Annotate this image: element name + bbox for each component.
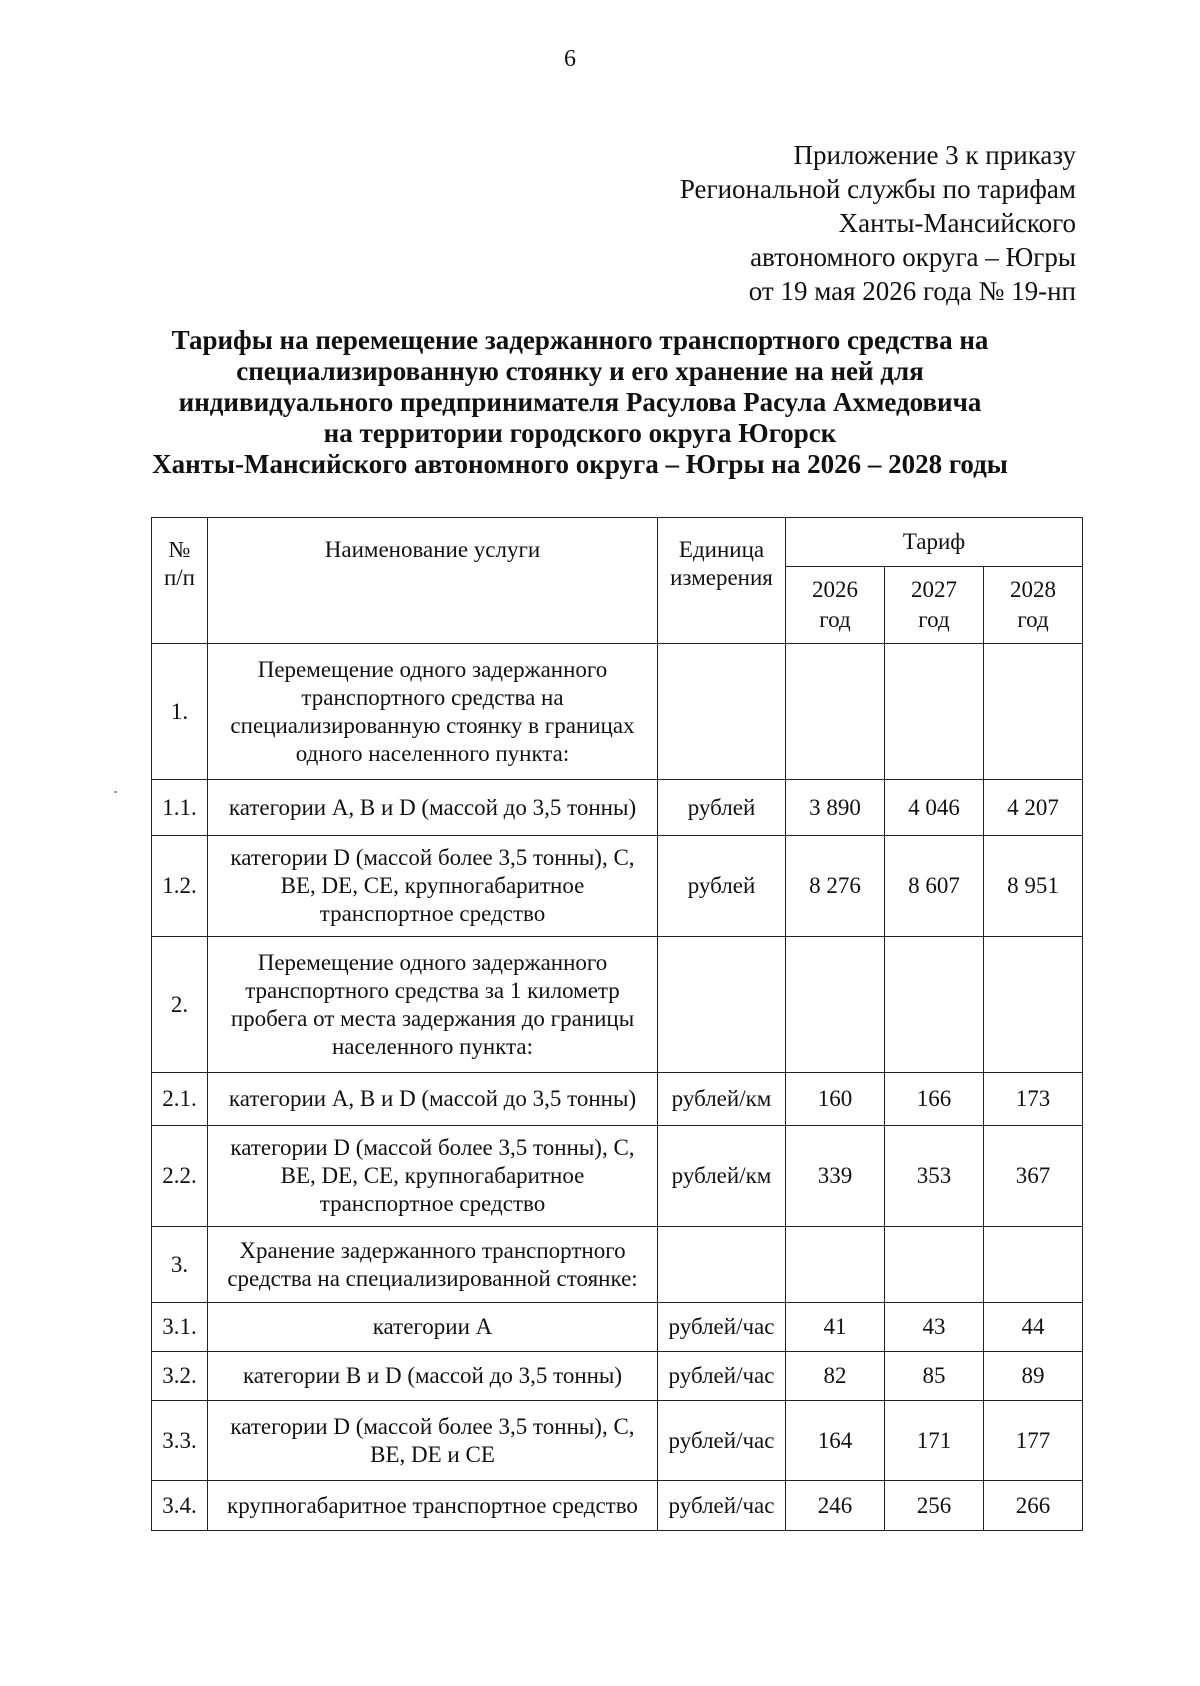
header-year-2026 bbox=[786, 567, 885, 644]
row-service-name: категории D (массой более 3,5 тонны), C, BE, DE, CE, крупногабаритное транспортное средство bbox=[208, 1126, 658, 1227]
row-number: 2. bbox=[152, 937, 208, 1073]
row-unit: рублей bbox=[658, 836, 786, 937]
tariff-table bbox=[151, 517, 1083, 1531]
row-tariff-2026: 164 bbox=[786, 1401, 885, 1481]
row-number: 3.3. bbox=[152, 1401, 208, 1481]
row-tariff-2028: 44 bbox=[984, 1303, 1083, 1352]
row-unit: рублей/км bbox=[658, 1073, 786, 1126]
row-tariff-2027: 256 bbox=[885, 1481, 984, 1531]
row-unit: рублей/час bbox=[658, 1481, 786, 1531]
header-num bbox=[152, 518, 208, 644]
row-tariff-2027: 85 bbox=[885, 1352, 984, 1401]
header-year-value: 2027 bbox=[911, 577, 957, 602]
appendix-block bbox=[680, 138, 1076, 308]
row-tariff-2027: 4 046 bbox=[885, 780, 984, 836]
title-line: индивидуального предпринимателя Расулова Расула Ахмедовича bbox=[178, 387, 982, 417]
title-line: Тарифы на перемещение задержанного транспортного средства на bbox=[171, 325, 989, 355]
row-tariff-2028: 173 bbox=[984, 1073, 1083, 1126]
row-number: 2.1. bbox=[152, 1073, 208, 1126]
header-year-label: год bbox=[819, 607, 851, 632]
row-number: 1. bbox=[152, 644, 208, 780]
row-service-name: Перемещение одного задержанного транспортного средства за 1 километр пробега от места задержания до границы населенного пункта: bbox=[208, 937, 658, 1073]
row-unit: рублей bbox=[658, 780, 786, 836]
header-unit bbox=[658, 518, 786, 644]
page-number: 6 bbox=[564, 46, 576, 72]
appendix-line: Ханты-Мансийского bbox=[838, 208, 1076, 238]
row-number: 1.1. bbox=[152, 780, 208, 836]
header-num-line: № bbox=[168, 537, 191, 562]
table-row bbox=[152, 1126, 1083, 1227]
header-year-label: год bbox=[918, 607, 950, 632]
title-line: на территории городского округа Югорск bbox=[323, 418, 837, 448]
appendix-line: от 19 мая 2026 года № 19-нп bbox=[748, 276, 1076, 306]
row-tariff-2026 bbox=[786, 1227, 885, 1303]
row-tariff-2026: 3 890 bbox=[786, 780, 885, 836]
header-year-label: год bbox=[1017, 607, 1049, 632]
table-row bbox=[152, 1227, 1083, 1303]
row-tariff-2027: 8 607 bbox=[885, 836, 984, 937]
table-row bbox=[152, 1352, 1083, 1401]
row-unit bbox=[658, 1227, 786, 1303]
row-unit: рублей/км bbox=[658, 1126, 786, 1227]
row-tariff-2027: 171 bbox=[885, 1401, 984, 1481]
margin-mark bbox=[114, 791, 117, 793]
row-tariff-2027 bbox=[885, 644, 984, 780]
header-year-2027 bbox=[885, 567, 984, 644]
title-line: специализированную стоянку и его хранение на ней для bbox=[236, 356, 924, 386]
row-tariff-2027 bbox=[885, 937, 984, 1073]
row-service-name: категории B и D (массой до 3,5 тонны) bbox=[208, 1352, 658, 1401]
header-unit-line: измерения bbox=[670, 565, 773, 590]
table-row bbox=[152, 1401, 1083, 1481]
row-tariff-2026: 246 bbox=[786, 1481, 885, 1531]
row-tariff-2028: 8 951 bbox=[984, 836, 1083, 937]
table-row bbox=[152, 1303, 1083, 1352]
row-number: 1.2. bbox=[152, 836, 208, 937]
document-title bbox=[110, 325, 1050, 480]
row-service-name: крупногабаритное транспортное средство bbox=[208, 1481, 658, 1531]
header-year-2028 bbox=[984, 567, 1083, 644]
row-tariff-2026: 339 bbox=[786, 1126, 885, 1227]
row-service-name: категории A, B и D (массой до 3,5 тонны) bbox=[208, 780, 658, 836]
row-tariff-2026 bbox=[786, 937, 885, 1073]
header-tariff: Тариф bbox=[786, 518, 1083, 567]
row-tariff-2028 bbox=[984, 644, 1083, 780]
row-service-name: Перемещение одного задержанного транспортного средства на специализированную стоянку в границах одного населенного пункта: bbox=[208, 644, 658, 780]
row-number: 3.1. bbox=[152, 1303, 208, 1352]
table-row bbox=[152, 836, 1083, 937]
row-tariff-2027: 166 bbox=[885, 1073, 984, 1126]
row-tariff-2026: 160 bbox=[786, 1073, 885, 1126]
row-tariff-2028: 266 bbox=[984, 1481, 1083, 1531]
header-year-value: 2028 bbox=[1010, 577, 1057, 602]
title-line: Ханты-Мансийского автономного округа – Югры на 2026 – 2028 годы bbox=[152, 449, 1008, 479]
row-unit bbox=[658, 937, 786, 1073]
table-row bbox=[152, 780, 1083, 836]
row-tariff-2026: 82 bbox=[786, 1352, 885, 1401]
row-service-name: категории D (массой более 3,5 тонны), C, BE, DE и CE bbox=[208, 1401, 658, 1481]
row-number: 3. bbox=[152, 1227, 208, 1303]
row-unit bbox=[658, 644, 786, 780]
row-unit: рублей/час bbox=[658, 1303, 786, 1352]
row-tariff-2028: 367 bbox=[984, 1126, 1083, 1227]
header-unit-line: Единица bbox=[678, 537, 765, 562]
row-tariff-2026: 41 bbox=[786, 1303, 885, 1352]
row-tariff-2028: 177 bbox=[984, 1401, 1083, 1481]
row-unit: рублей/час bbox=[658, 1352, 786, 1401]
appendix-line: Приложение 3 к приказу bbox=[793, 140, 1076, 170]
row-number: 3.4. bbox=[152, 1481, 208, 1531]
table-row bbox=[152, 1073, 1083, 1126]
header-service-name: Наименование услуги bbox=[208, 518, 658, 644]
row-unit: рублей/час bbox=[658, 1401, 786, 1481]
row-service-name: категории A, B и D (массой до 3,5 тонны) bbox=[208, 1073, 658, 1126]
row-tariff-2027: 43 bbox=[885, 1303, 984, 1352]
row-tariff-2026 bbox=[786, 644, 885, 780]
header-year-value: 2026 bbox=[812, 577, 858, 602]
header-num-line: п/п bbox=[163, 565, 195, 590]
row-service-name: Хранение задержанного транспортного средства на специализированной стоянке: bbox=[208, 1227, 658, 1303]
appendix-line: автономного округа – Югры bbox=[750, 242, 1076, 272]
table-row bbox=[152, 644, 1083, 780]
row-tariff-2027 bbox=[885, 1227, 984, 1303]
row-tariff-2027: 353 bbox=[885, 1126, 984, 1227]
row-tariff-2028 bbox=[984, 937, 1083, 1073]
row-number: 2.2. bbox=[152, 1126, 208, 1227]
row-tariff-2028: 4 207 bbox=[984, 780, 1083, 836]
row-service-name: категории D (массой более 3,5 тонны), C, BE, DE, CE, крупногабаритное транспортное средство bbox=[208, 836, 658, 937]
row-service-name: категории A bbox=[208, 1303, 658, 1352]
row-tariff-2028 bbox=[984, 1227, 1083, 1303]
row-tariff-2028: 89 bbox=[984, 1352, 1083, 1401]
table-row bbox=[152, 937, 1083, 1073]
row-tariff-2026: 8 276 bbox=[786, 836, 885, 937]
row-number: 3.2. bbox=[152, 1352, 208, 1401]
table-row bbox=[152, 1481, 1083, 1531]
appendix-line: Региональной службы по тарифам bbox=[679, 174, 1076, 204]
